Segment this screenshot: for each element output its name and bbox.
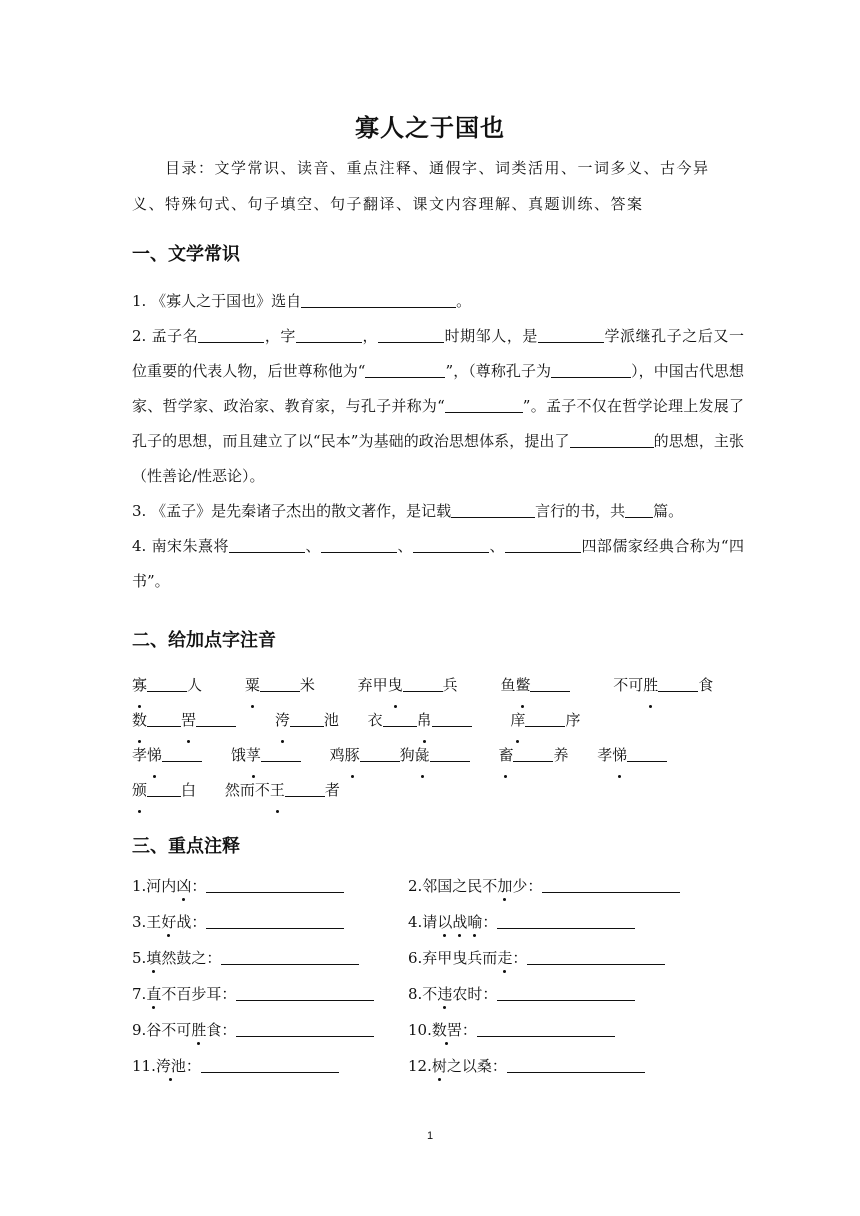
pinyin-item: 衣 帛 bbox=[368, 703, 472, 738]
pinyin-item: 鱼鳖 bbox=[500, 668, 570, 703]
answer-blank[interactable] bbox=[625, 499, 653, 518]
annotation-row bbox=[132, 1054, 752, 1090]
pinyin-item: 庠 序 bbox=[510, 703, 580, 738]
document-title: 寡人之于国也 bbox=[355, 114, 505, 142]
answer-blank[interactable] bbox=[527, 946, 665, 965]
answer-blank[interactable] bbox=[477, 1018, 615, 1037]
annotation-row bbox=[132, 982, 752, 1018]
pinyin-blank[interactable] bbox=[360, 743, 400, 762]
answer-blank[interactable] bbox=[451, 499, 535, 518]
pinyin-item: 孝悌 bbox=[597, 738, 667, 773]
answer-blank[interactable] bbox=[206, 874, 344, 893]
pinyin-row bbox=[132, 773, 752, 808]
annotation-item: 1.河内凶： bbox=[132, 874, 344, 896]
question-2: 2. 孟子名 ，字 ， 时期邹人，是 学派继孔子之后又一位重要的代表人物，后世尊称他为“ ”，（尊称孔子为 ），中国古代思想家、哲学家、政治家、教育家，与孔子并称为“ ”。孟子不仅在哲学论理上发展了孔子的思想，而且建立了以“民本”为基础的政治思想体系，提出了 的思想，主张（性善论/性恶论）。 bbox=[132, 319, 744, 494]
page-number: 1 bbox=[426, 1130, 434, 1142]
question-1: 1. 《寡人之于国也》选自 。 bbox=[132, 284, 744, 319]
pinyin-row bbox=[132, 738, 752, 773]
annotation-item: 8.不违农时： bbox=[408, 982, 635, 1004]
answer-blank[interactable] bbox=[445, 394, 523, 413]
pinyin-blank[interactable] bbox=[290, 708, 324, 727]
annotation-item: 10.数罟： bbox=[408, 1018, 615, 1040]
literature-questions bbox=[132, 284, 744, 599]
answer-blank[interactable] bbox=[201, 1054, 339, 1073]
pinyin-item: 洿 池 bbox=[275, 703, 339, 738]
pinyin-row bbox=[132, 668, 752, 703]
annotation-item: 9.谷不可胜食： bbox=[132, 1018, 374, 1040]
pinyin-blank[interactable] bbox=[147, 673, 187, 692]
pinyin-item: 弃甲曳 兵 bbox=[358, 668, 458, 703]
annotation-item: 6.弃甲曳兵而走： bbox=[408, 946, 665, 968]
answer-blank[interactable] bbox=[551, 359, 631, 378]
answer-blank[interactable] bbox=[221, 946, 359, 965]
pinyin-blank[interactable] bbox=[430, 743, 470, 762]
pinyin-item: 不可胜 食 bbox=[613, 668, 713, 703]
pinyin-blank[interactable] bbox=[530, 673, 570, 692]
pinyin-blank[interactable] bbox=[403, 673, 443, 692]
answer-blank[interactable] bbox=[236, 1018, 374, 1037]
table-of-contents: 目录：文学常识、读音、重点注释、通假字、词类活用、一词多义、古今异义、特殊句式、句子填空、句子翻译、课文内容理解、真题训练、答案 bbox=[132, 159, 710, 213]
pinyin-blank[interactable] bbox=[147, 778, 181, 797]
pinyin-blank[interactable] bbox=[260, 673, 300, 692]
answer-blank[interactable] bbox=[321, 534, 397, 553]
answer-blank[interactable] bbox=[301, 289, 456, 308]
annotation-item: 2.邻国之民不加少： bbox=[408, 874, 680, 896]
pinyin-blank[interactable] bbox=[525, 708, 565, 727]
answer-blank[interactable] bbox=[542, 874, 680, 893]
annotation-questions bbox=[132, 874, 752, 1090]
answer-blank[interactable] bbox=[497, 910, 635, 929]
section-heading-pinyin: 二、给加点字注音 bbox=[132, 630, 276, 651]
annotation-row bbox=[132, 874, 752, 910]
answer-blank[interactable] bbox=[505, 534, 581, 553]
answer-blank[interactable] bbox=[198, 324, 264, 343]
pinyin-exercise bbox=[132, 668, 752, 808]
pinyin-blank[interactable] bbox=[261, 743, 301, 762]
answer-blank[interactable] bbox=[378, 324, 444, 343]
answer-blank[interactable] bbox=[497, 982, 635, 1001]
pinyin-blank[interactable] bbox=[658, 673, 698, 692]
pinyin-blank[interactable] bbox=[513, 743, 553, 762]
pinyin-blank[interactable] bbox=[627, 743, 667, 762]
question-4: 4. 南宋朱熹将 、 、 、 四部儒家经典合称为“四书”。 bbox=[132, 529, 744, 599]
answer-blank[interactable] bbox=[538, 324, 604, 343]
pinyin-item: 数 罟 bbox=[132, 703, 236, 738]
annotation-row bbox=[132, 1018, 752, 1054]
pinyin-item: 鸡豚 狗彘 bbox=[330, 738, 470, 773]
pinyin-item: 寡 人 bbox=[132, 668, 202, 703]
annotation-item: 3.王好战： bbox=[132, 910, 344, 932]
annotation-item: 4.请以战喻： bbox=[408, 910, 635, 932]
annotation-item: 11.洿池： bbox=[132, 1054, 339, 1076]
pinyin-item: 粟 米 bbox=[245, 668, 315, 703]
answer-blank[interactable] bbox=[296, 324, 362, 343]
answer-blank[interactable] bbox=[507, 1054, 645, 1073]
pinyin-blank[interactable] bbox=[432, 708, 472, 727]
answer-blank[interactable] bbox=[413, 534, 489, 553]
section-heading-annotations: 三、重点注释 bbox=[132, 836, 240, 857]
pinyin-blank[interactable] bbox=[383, 708, 417, 727]
answer-blank[interactable] bbox=[570, 429, 654, 448]
pinyin-blank[interactable] bbox=[162, 743, 202, 762]
pinyin-item: 颁 白 bbox=[132, 773, 196, 808]
question-3: 3. 《孟子》是先秦诸子杰出的散文著作，是记载 言行的书，共 篇。 bbox=[132, 494, 744, 529]
pinyin-item: 孝悌 bbox=[132, 738, 202, 773]
annotation-row bbox=[132, 946, 752, 982]
annotation-item: 12.树之以桑： bbox=[408, 1054, 645, 1076]
pinyin-item: 饿莩 bbox=[231, 738, 301, 773]
pinyin-item: 畜 养 bbox=[498, 738, 568, 773]
pinyin-blank[interactable] bbox=[196, 708, 236, 727]
annotation-item: 7.直不百步耳： bbox=[132, 982, 374, 1004]
pinyin-blank[interactable] bbox=[285, 778, 325, 797]
pinyin-blank[interactable] bbox=[147, 708, 181, 727]
pinyin-item: 然而不王 者 bbox=[225, 773, 340, 808]
section-heading-literature: 一、文学常识 bbox=[132, 244, 240, 265]
answer-blank[interactable] bbox=[229, 534, 305, 553]
answer-blank[interactable] bbox=[236, 982, 374, 1001]
pinyin-row bbox=[132, 703, 752, 738]
answer-blank[interactable] bbox=[206, 910, 344, 929]
answer-blank[interactable] bbox=[365, 359, 445, 378]
annotation-item: 5.填然鼓之： bbox=[132, 946, 359, 968]
annotation-row bbox=[132, 910, 752, 946]
